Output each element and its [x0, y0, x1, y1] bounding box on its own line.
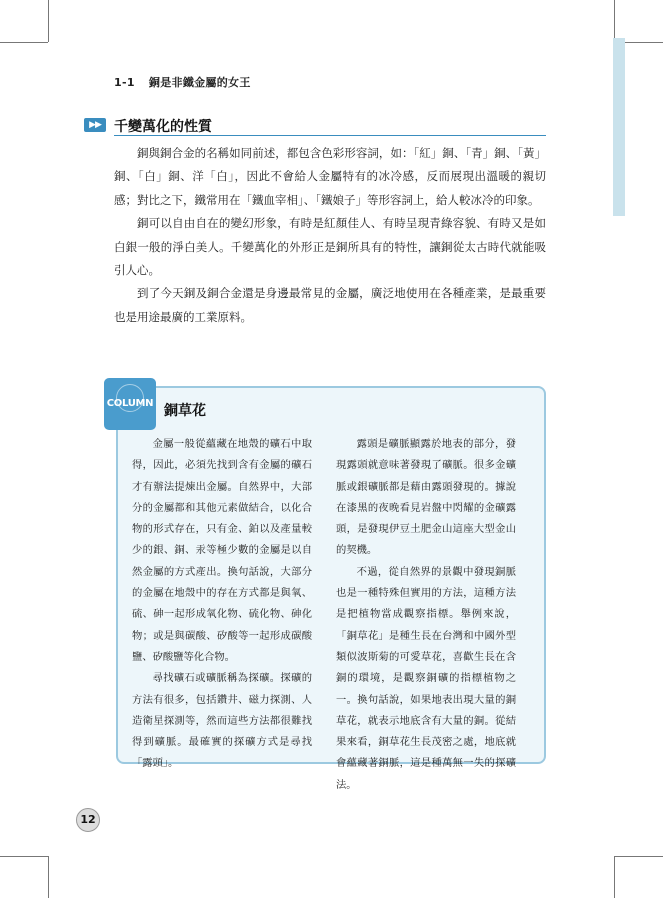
section-heading — [84, 116, 546, 136]
crop-mark — [48, 856, 49, 898]
crop-mark — [0, 856, 48, 857]
crop-mark — [48, 0, 49, 42]
column-paragraph: 尋找礦石或礦脈稱為探礦。探礦的方法有很多，包括鑽井、磁力探測、人造衛星探測等，然而這些方法都很難找得到礦脈。最確實的探礦方式是尋找「露頭」。 — [132, 672, 312, 770]
body-paragraph: 銅可以自由自在的變幻形象，有時是紅顏佳人、有時呈現青綠容貌、有時又是如白銀一般的淨白美人。千變萬化的外形正是銅所具有的特性，讓銅從太古時代就能吸引人心。 — [114, 216, 546, 278]
column-right-text — [336, 434, 516, 796]
column-badge — [104, 378, 156, 430]
column-paragraph: 不過，從自然界的景觀中發現銅脈也是一種特殊但實用的方法，這種方法是把植物當成觀察指標。舉例來說，「銅草花」是種生長在台灣和中國外型類似波斯菊的可愛草花，喜歡生長在含銅的環境，是觀察銅礦的指標植物之一。換句話說，如果地表出現大量的銅草花，就表示地底含有大量的銅。從結果來看，銅草花生長茂密之處，地底就會蘊藏著銅脈，這是種萬無一失的探礦法。 — [336, 565, 516, 791]
running-head — [114, 74, 251, 90]
column-paragraph: 金屬一般從蘊藏在地殼的礦石中取得，因此，必須先找到含有金屬的礦石才有辦法提煉出金屬。自然界中，大部分的金屬都和其他元素做結合，以化合物的形式存在，只有金、鉑以及產量較少的銀、銅、汞等極少數的金屬是以自然金屬的方式產出。換句話說，大部分的金屬在地殼中的存在方式都是與氧、硫、砷一起形成氧化物、硫化物、砷化物；或是與碳酸、矽酸等一起形成碳酸鹽、矽酸鹽等化合物。 — [132, 438, 312, 663]
body-paragraph: 銅與銅合金的名稱如同前述，都包含色彩形容詞，如：「紅」銅、「青」銅、「黃」銅、「白」銅、洋「白」，因此不會給人金屬特有的冰冷感，反而展現出溫暖的親切感；對比之下，鐵常用在「鐵血宰相」、「鐵娘子」等形容詞上，給人較冰冷的印象。 — [114, 146, 546, 207]
crop-mark — [614, 856, 663, 857]
crop-mark — [0, 42, 48, 43]
column-left-text — [132, 434, 312, 775]
column-paragraph: 露頭是礦脈顯露於地表的部分，發現露頭就意味著發現了礦脈。很多金礦脈或銀礦脈都是藉由露頭發現的。據說在漆黑的夜晚看見岩盤中閃耀的金礦露頭，是發現伊豆土肥金山這座大型金山的契機。 — [336, 438, 516, 557]
crop-mark — [614, 856, 615, 898]
running-head-title: 銅是非鐵金屬的女王 — [148, 76, 251, 89]
chapter-side-tab — [613, 38, 625, 216]
column-badge-label: COLUMN — [106, 398, 154, 409]
running-head-number: 1-1 — [114, 76, 135, 89]
globe-icon — [116, 384, 144, 412]
body-paragraph: 到了今天銅及銅合金還是身邊最常見的金屬，廣泛地使用在各種產業，是最重要也是用途最廣的工業原料。 — [114, 286, 546, 324]
body-text — [114, 142, 546, 329]
column-title: 銅草花 — [164, 403, 206, 419]
crop-mark — [614, 0, 615, 42]
page-number: 12 — [76, 808, 100, 832]
double-arrow-icon: ▶▶ — [84, 118, 106, 132]
section-underline — [114, 135, 546, 136]
section-title: 千變萬化的性質 — [114, 119, 212, 135]
